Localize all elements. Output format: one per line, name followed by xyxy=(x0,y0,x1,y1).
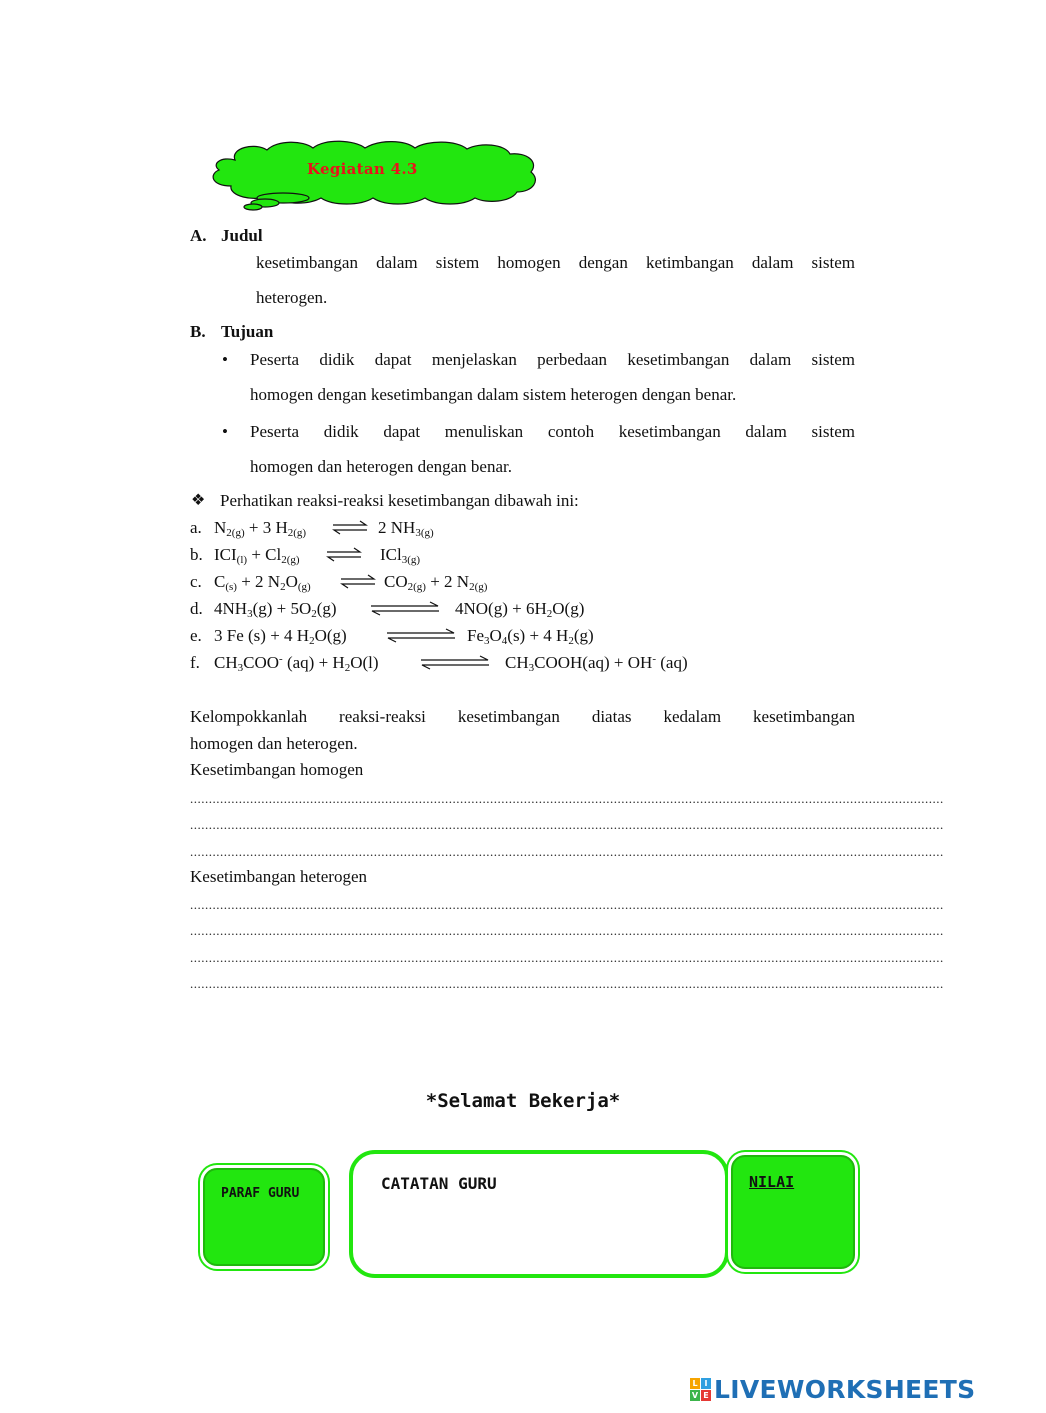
activity-badge xyxy=(205,140,545,210)
logo-letter-i: I xyxy=(701,1378,711,1389)
answer-line-heterogen-3[interactable]: ......................................................................................................................................................................................................... xyxy=(190,950,944,965)
answer-line-homogen-3[interactable]: ......................................................................................................................................................................................................... xyxy=(190,844,944,859)
logo-letter-l: L xyxy=(690,1378,700,1389)
equilibrium-arrow-icon xyxy=(332,520,368,534)
liveworksheets-logo[interactable] xyxy=(690,1376,990,1404)
reaction-products: $4NO(g) + 6H_2O(g)$ xyxy=(455,599,585,620)
section-a-line-2: heterogen. xyxy=(256,288,328,307)
logo-letter-v: V xyxy=(691,1391,699,1400)
section-b-title: Tujuan xyxy=(221,322,274,341)
homogen-label: Kesetimbangan homogen xyxy=(190,760,364,779)
answer-line-homogen-2[interactable]: ......................................................................................................................................................................................................... xyxy=(190,817,944,832)
reaction-e xyxy=(190,625,650,647)
reaction-reactants: $N_{2(g)} + 3$ $H_{2(g)}$ xyxy=(214,518,307,539)
nilai-box xyxy=(731,1155,855,1269)
goal-1-line-1: Peserta didik dapat menjelaskan perbedaan kesetimbangan dalam sistem xyxy=(250,350,855,369)
reaction-reactants: $ICI_{(l)} + Cl_{2(g)}$ xyxy=(214,545,300,566)
answer-line-heterogen-4[interactable]: ......................................................................................................................................................................................................... xyxy=(190,976,944,991)
answer-line-heterogen-1[interactable]: ......................................................................................................................................................................................................... xyxy=(190,897,944,912)
reaction-reactants: $C_{(s)} + 2$ $N_2O_{(g)}$ xyxy=(214,572,311,593)
goal-2-line-2: homogen dan heterogen dengan benar. xyxy=(250,457,512,476)
reaction-label: a. xyxy=(190,518,202,537)
reaction-c xyxy=(190,571,550,593)
equilibrium-arrow-icon xyxy=(386,628,456,642)
reaction-products: $CO_{2(g)} + 2$ $N_{2(g)}$ xyxy=(384,572,488,593)
reaction-products: $Fe_3O_4(s) + 4$ $H_2(g)$ xyxy=(467,626,594,647)
nilai-label: NILAI xyxy=(749,1173,795,1191)
logo-grid-icon xyxy=(690,1378,712,1402)
catatan-guru-box[interactable] xyxy=(349,1150,729,1278)
bullet-icon: • xyxy=(222,350,228,369)
reaction-products: 2 $NH_{3(g)}$ xyxy=(378,518,434,539)
section-a-line-1: kesetimbangan dalam sistem homogen dengan ketimbangan dalam sistem xyxy=(256,253,855,272)
reaction-f xyxy=(190,652,750,674)
goal-2-line-1: Peserta didik dapat menuliskan contoh kesetimbangan dalam sistem xyxy=(250,422,855,441)
task-line-1: Kelompokkanlah reaksi-reaksi kesetimbangan diatas kedalam kesetimbangan xyxy=(190,707,855,726)
answer-line-heterogen-2[interactable]: ......................................................................................................................................................................................................... xyxy=(190,923,944,938)
logo-letter-e: E xyxy=(701,1390,711,1401)
section-b-label: B. xyxy=(190,322,206,341)
instruction-text: Perhatikan reaksi-reaksi kesetimbangan dibawah ini: xyxy=(220,491,579,510)
brand-name: LIVEWORKSHEETS xyxy=(714,1375,976,1404)
heterogen-label: Kesetimbangan heterogen xyxy=(190,867,368,886)
equilibrium-arrow-icon xyxy=(340,574,376,588)
section-a-label: A. xyxy=(190,226,207,245)
greeting-text: *Selamat Bekerja* xyxy=(425,1090,621,1112)
section-a-title: Judul xyxy=(221,226,263,245)
reaction-label: d. xyxy=(190,599,203,618)
reaction-products: $CH_3COOH(aq) + OH^-$ (aq) xyxy=(505,653,688,674)
paraf-guru-box xyxy=(203,1168,325,1266)
goal-1-line-2: homogen dengan kesetimbangan dalam sistem heterogen dengan benar. xyxy=(250,385,737,404)
answer-line-homogen-1[interactable]: ......................................................................................................................................................................................................... xyxy=(190,791,944,806)
reaction-reactants: $4NH_3(g) + 5O_2(g)$ xyxy=(214,599,337,620)
equilibrium-arrow-icon xyxy=(370,601,440,615)
equilibrium-arrow-icon xyxy=(420,655,490,669)
reaction-d xyxy=(190,598,650,620)
activity-badge-label: Kegiatan 4.3 xyxy=(307,160,418,178)
reaction-a xyxy=(190,517,490,539)
reaction-label: e. xyxy=(190,626,202,645)
reaction-products: ICl$_{3(g)}$ xyxy=(380,545,421,566)
reaction-label: c. xyxy=(190,572,202,591)
catatan-guru-label: CATATAN GURU xyxy=(381,1174,497,1193)
reaction-b xyxy=(190,544,490,566)
task-line-2: homogen dan heterogen. xyxy=(190,734,358,753)
reaction-label: b. xyxy=(190,545,203,564)
diamond-bullet-icon: ❖ xyxy=(191,492,206,509)
reaction-reactants: $CH_3COO^-$ $(aq) + H_2O(l)$ xyxy=(214,653,379,674)
reaction-label: f. xyxy=(190,653,200,672)
paraf-guru-label: PARAF GURU xyxy=(221,1186,300,1201)
bullet-icon: • xyxy=(222,422,228,441)
equilibrium-arrow-icon xyxy=(326,547,362,561)
reaction-reactants: 3 Fe (s) + 4 $H_2O(g)$ xyxy=(214,626,347,647)
